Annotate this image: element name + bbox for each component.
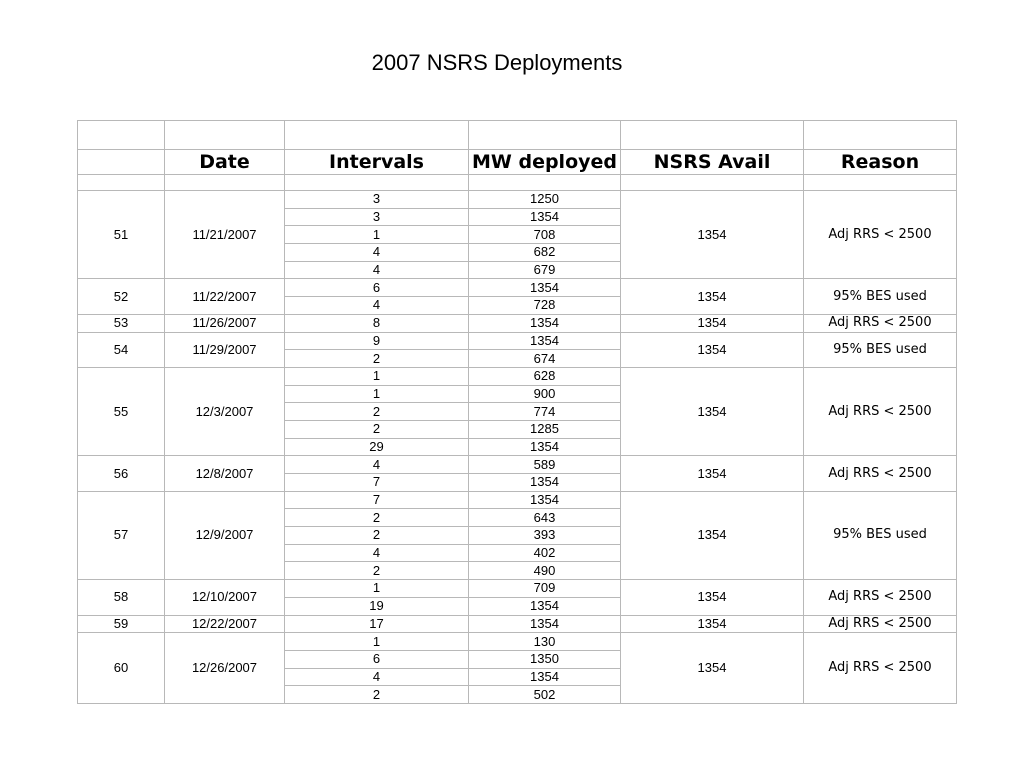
- deployments-table: [77, 120, 957, 704]
- intervals-cell: 4: [285, 297, 469, 315]
- mw-deployed-cell: 679: [469, 261, 621, 279]
- header-cell-date: Date: [165, 150, 285, 175]
- mw-deployed-cell: 728: [469, 297, 621, 315]
- mw-deployed-cell: 628: [469, 367, 621, 385]
- mw-deployed-cell: 1250: [469, 191, 621, 209]
- intervals-cell: 29: [285, 438, 469, 456]
- date-cell: 12/10/2007: [165, 580, 285, 615]
- nsrs-avail-cell: 1354: [621, 332, 804, 367]
- deployment-id-cell: 58: [78, 580, 165, 615]
- intervals-cell: 19: [285, 597, 469, 615]
- header-cell-reason: Reason: [804, 150, 957, 175]
- mw-deployed-cell: 1354: [469, 332, 621, 350]
- blank-row: [78, 121, 957, 150]
- table-row: [78, 332, 957, 350]
- spacer-row: [78, 175, 957, 191]
- mw-deployed-cell: 393: [469, 527, 621, 545]
- reason-cell: Adj RRS < 2500: [804, 580, 957, 615]
- table-row: [78, 367, 957, 385]
- mw-deployed-cell: 709: [469, 580, 621, 598]
- intervals-cell: 2: [285, 562, 469, 580]
- table-row: [78, 633, 957, 651]
- intervals-cell: 2: [285, 350, 469, 368]
- intervals-cell: 1: [285, 633, 469, 651]
- intervals-cell: 2: [285, 527, 469, 545]
- deployment-id-cell: 54: [78, 332, 165, 367]
- deployment-id-cell: 51: [78, 191, 165, 279]
- date-cell: 12/3/2007: [165, 367, 285, 455]
- mw-deployed-cell: 1354: [469, 474, 621, 492]
- header-cell-mw-deployed: MW deployed: [469, 150, 621, 175]
- intervals-cell: 7: [285, 491, 469, 509]
- intervals-cell: 2: [285, 420, 469, 438]
- date-cell: 11/26/2007: [165, 314, 285, 332]
- table-row: [78, 456, 957, 474]
- reason-cell: 95% BES used: [804, 332, 957, 367]
- intervals-cell: 6: [285, 650, 469, 668]
- nsrs-avail-cell: 1354: [621, 314, 804, 332]
- mw-deployed-cell: 1354: [469, 438, 621, 456]
- deployment-id-cell: 60: [78, 633, 165, 704]
- intervals-cell: 1: [285, 226, 469, 244]
- nsrs-avail-cell: 1354: [621, 491, 804, 579]
- nsrs-avail-cell: 1354: [621, 191, 804, 279]
- date-cell: 12/8/2007: [165, 456, 285, 491]
- header-row: [78, 150, 957, 175]
- deployment-id-cell: 55: [78, 367, 165, 455]
- mw-deployed-cell: 708: [469, 226, 621, 244]
- mw-deployed-cell: 1354: [469, 314, 621, 332]
- mw-deployed-cell: 1285: [469, 420, 621, 438]
- mw-deployed-cell: 1354: [469, 597, 621, 615]
- reason-cell: Adj RRS < 2500: [804, 615, 957, 633]
- date-cell: 11/21/2007: [165, 191, 285, 279]
- mw-deployed-cell: 682: [469, 244, 621, 262]
- date-cell: 12/26/2007: [165, 633, 285, 704]
- mw-deployed-cell: 1354: [469, 208, 621, 226]
- intervals-cell: 4: [285, 668, 469, 686]
- intervals-cell: 4: [285, 544, 469, 562]
- intervals-cell: 7: [285, 474, 469, 492]
- intervals-cell: 2: [285, 686, 469, 704]
- date-cell: 11/22/2007: [165, 279, 285, 314]
- intervals-cell: 3: [285, 208, 469, 226]
- intervals-cell: 4: [285, 244, 469, 262]
- table-row: [78, 191, 957, 209]
- mw-deployed-cell: 774: [469, 403, 621, 421]
- intervals-cell: 4: [285, 456, 469, 474]
- header-cell-nsrs-avail: NSRS Avail: [621, 150, 804, 175]
- table-row: [78, 580, 957, 598]
- mw-deployed-cell: 589: [469, 456, 621, 474]
- nsrs-avail-cell: 1354: [621, 456, 804, 491]
- nsrs-avail-cell: 1354: [621, 633, 804, 704]
- reason-cell: 95% BES used: [804, 279, 957, 314]
- deployment-id-cell: 56: [78, 456, 165, 491]
- nsrs-avail-cell: 1354: [621, 367, 804, 455]
- table-body: [78, 121, 957, 704]
- mw-deployed-cell: 1354: [469, 615, 621, 633]
- nsrs-avail-cell: 1354: [621, 279, 804, 314]
- intervals-cell: 3: [285, 191, 469, 209]
- intervals-cell: 8: [285, 314, 469, 332]
- deployment-id-cell: 52: [78, 279, 165, 314]
- mw-deployed-cell: 674: [469, 350, 621, 368]
- mw-deployed-cell: 1350: [469, 650, 621, 668]
- mw-deployed-cell: 1354: [469, 668, 621, 686]
- intervals-cell: 9: [285, 332, 469, 350]
- nsrs-avail-cell: 1354: [621, 580, 804, 615]
- mw-deployed-cell: 1354: [469, 279, 621, 297]
- intervals-cell: 4: [285, 261, 469, 279]
- deployment-id-cell: 59: [78, 615, 165, 633]
- reason-cell: Adj RRS < 2500: [804, 314, 957, 332]
- mw-deployed-cell: 900: [469, 385, 621, 403]
- table-row: [78, 615, 957, 633]
- intervals-cell: 2: [285, 509, 469, 527]
- intervals-cell: 1: [285, 385, 469, 403]
- date-cell: 12/9/2007: [165, 491, 285, 579]
- intervals-cell: 1: [285, 580, 469, 598]
- intervals-cell: 6: [285, 279, 469, 297]
- table-row: [78, 491, 957, 509]
- date-cell: 12/22/2007: [165, 615, 285, 633]
- reason-cell: Adj RRS < 2500: [804, 456, 957, 491]
- table-row: [78, 279, 957, 297]
- page-title: 2007 NSRS Deployments: [371, 50, 623, 75]
- reason-cell: 95% BES used: [804, 491, 957, 579]
- mw-deployed-cell: 502: [469, 686, 621, 704]
- mw-deployed-cell: 1354: [469, 491, 621, 509]
- intervals-cell: 17: [285, 615, 469, 633]
- date-cell: 11/29/2007: [165, 332, 285, 367]
- mw-deployed-cell: 490: [469, 562, 621, 580]
- header-cell-intervals: Intervals: [285, 150, 469, 175]
- deployment-id-cell: 53: [78, 314, 165, 332]
- intervals-cell: 2: [285, 403, 469, 421]
- intervals-cell: 1: [285, 367, 469, 385]
- reason-cell: Adj RRS < 2500: [804, 367, 957, 455]
- nsrs-avail-cell: 1354: [621, 615, 804, 633]
- deployment-id-cell: 57: [78, 491, 165, 579]
- mw-deployed-cell: 130: [469, 633, 621, 651]
- reason-cell: Adj RRS < 2500: [804, 191, 957, 279]
- mw-deployed-cell: 643: [469, 509, 621, 527]
- table-row: [78, 314, 957, 332]
- header-cell-id: [78, 150, 165, 175]
- mw-deployed-cell: 402: [469, 544, 621, 562]
- reason-cell: Adj RRS < 2500: [804, 633, 957, 704]
